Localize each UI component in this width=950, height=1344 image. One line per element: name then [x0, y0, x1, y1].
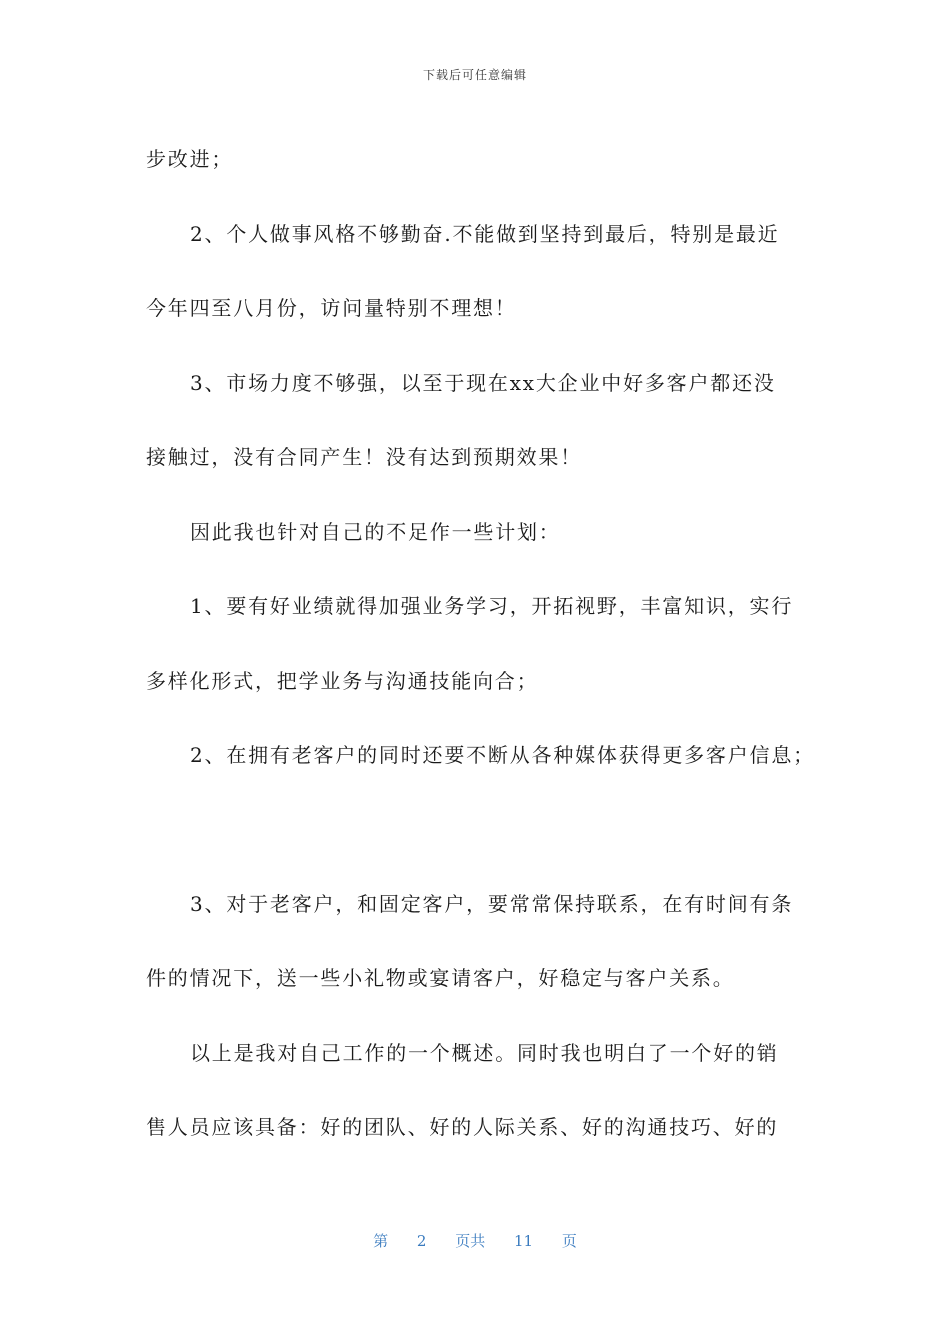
paragraph-weakness-3-cont: 接触过，没有合同产生！没有达到预期效果！	[146, 445, 582, 469]
paragraph-summary-cont: 售人员应该具备：好的团队、好的人际关系、好的沟通技巧、好的	[146, 1115, 779, 1139]
paragraph-plan-2: 2、在拥有老客户的同时还要不断从各种媒体获得更多客户信息；	[190, 743, 815, 767]
page-footer	[0, 1230, 950, 1251]
document-body	[146, 122, 816, 1165]
paragraph-plan-1-cont: 多样化形式，把学业务与沟通技能向合；	[146, 668, 539, 693]
footer-label-end: 页	[561, 1232, 577, 1250]
blank-line	[146, 793, 816, 867]
paragraph-plan-1: 1、要有好业绩就得加强业务学习，开拓视野，丰富知识，实行	[190, 594, 794, 618]
paragraph-weakness-3: 3、市场力度不够强，以至于现在xx大企业中好多客户都还没	[190, 370, 776, 395]
paragraph-weakness-2-cont: 今年四至八月份，访问量特别不理想！	[146, 296, 517, 320]
footer-label-of: 页共	[455, 1232, 486, 1250]
paragraph-plan-3: 3、对于老客户，和固定客户，要常常保持联系，在有时间有条	[190, 891, 794, 916]
page-header: 下载后可任意编辑	[422, 68, 527, 82]
paragraph-plan-3-cont: 件的情况下，送一些小礼物或宴请客户，好稳定与客户关系。	[146, 966, 735, 990]
footer-total-pages: 11	[514, 1232, 534, 1250]
paragraph-plan-intro: 因此我也针对自己的不足作一些计划：	[190, 519, 561, 544]
footer-page-number: 2	[416, 1232, 427, 1250]
paragraph-summary: 以上是我对自己工作的一个概述。同时我也明白了一个好的销	[190, 1040, 779, 1065]
footer-label-page: 第	[373, 1232, 389, 1250]
paragraph-continuation: 步改进；	[146, 147, 234, 171]
paragraph-weakness-2: 2、个人做事风格不够勤奋.不能做到坚持到最后，特别是最近	[190, 221, 780, 246]
